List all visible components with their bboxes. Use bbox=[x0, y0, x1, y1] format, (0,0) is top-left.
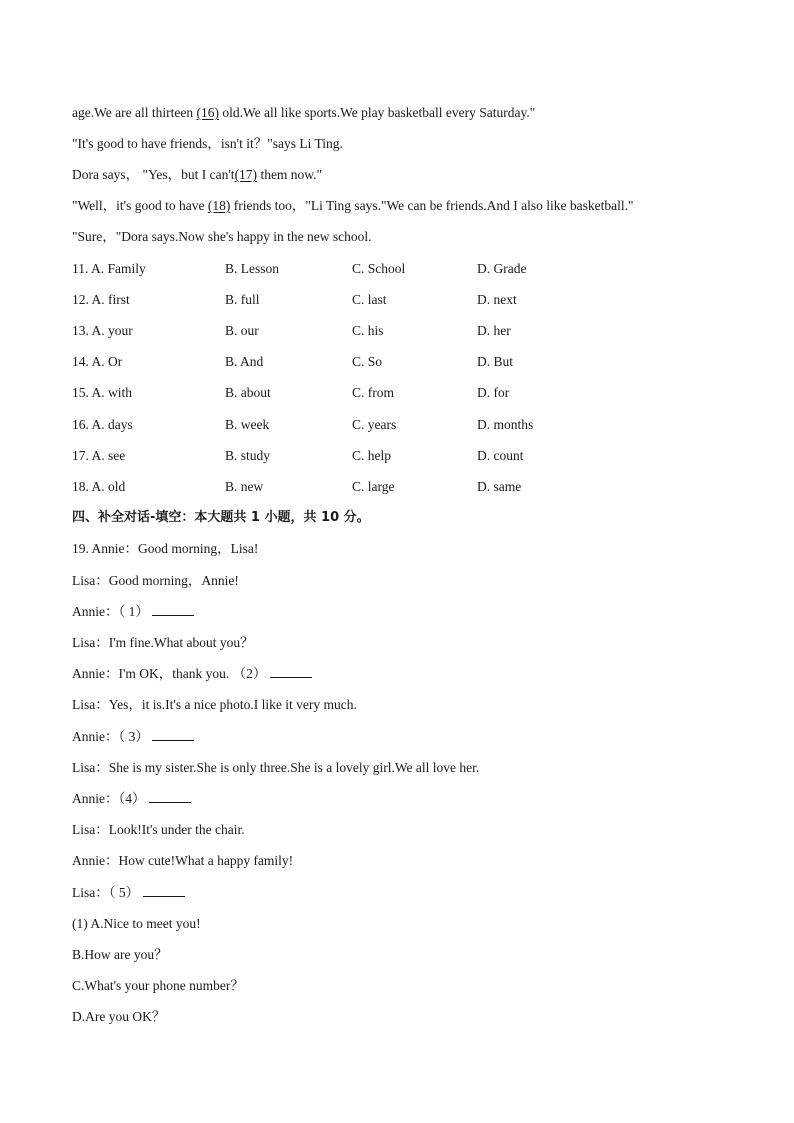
section-heading: 四、补全对话-填空：本大题共 1 小题，共 10 分。 bbox=[72, 510, 370, 525]
answer-blank bbox=[143, 884, 185, 897]
option-d: D. months bbox=[477, 417, 534, 432]
choice-line: B.How are you？ bbox=[72, 947, 168, 962]
option-a: 14. A. Or bbox=[72, 354, 123, 369]
option-d: D. next bbox=[477, 292, 517, 307]
option-a: 13. A. your bbox=[72, 323, 133, 338]
option-d: D. same bbox=[477, 479, 522, 494]
option-a: 12. A. first bbox=[72, 292, 130, 307]
answer-blank bbox=[149, 790, 191, 803]
option-b: B. week bbox=[225, 417, 270, 432]
passage-text: friends too，"Li Ting says."We can be friends.And I also like basketball." bbox=[230, 198, 634, 213]
question-row bbox=[72, 447, 732, 465]
question-row bbox=[72, 384, 732, 402]
dialogue-line: Lisa：Good morning，Annie! bbox=[72, 573, 239, 588]
passage-line-4 bbox=[72, 197, 633, 215]
dialogue-line: 19. Annie：Good morning，Lisa! bbox=[72, 541, 259, 556]
question-row bbox=[72, 478, 732, 496]
question-row bbox=[72, 353, 732, 371]
passage-line-3 bbox=[72, 166, 322, 184]
option-a: 18. A. old bbox=[72, 479, 126, 494]
dialogue-line: Lisa：She is my sister.She is only three.She is a lovely girl.We all love her. bbox=[72, 760, 480, 775]
dialogue-line bbox=[72, 790, 191, 808]
dialogue-line bbox=[72, 728, 194, 746]
choice-line: C.What's your phone number？ bbox=[72, 978, 244, 993]
option-d: D. Grade bbox=[477, 261, 527, 276]
question-row bbox=[72, 291, 732, 309]
option-c: C. help bbox=[352, 448, 391, 463]
option-c: C. his bbox=[352, 323, 384, 338]
option-c: C. last bbox=[352, 292, 387, 307]
dialogue-text: Annie：（ 3） bbox=[72, 729, 149, 744]
dialogue-line bbox=[72, 665, 312, 683]
dialogue-text: Lisa：（ 5） bbox=[72, 885, 140, 900]
option-d: D. count bbox=[477, 448, 524, 463]
dialogue-text: Annie：（4） bbox=[72, 791, 146, 806]
question-row bbox=[72, 416, 732, 434]
dialogue-line: Lisa：Yes，it is.It's a nice photo.I like it very much. bbox=[72, 697, 357, 712]
option-b: B. about bbox=[225, 385, 271, 400]
answer-blank bbox=[270, 665, 312, 678]
dialogue-line: Lisa：I'm fine.What about you？ bbox=[72, 635, 254, 650]
dialogue-line bbox=[72, 603, 194, 621]
passage-line-2: "It's good to have friends，isn't it？"says Li Ting. bbox=[72, 136, 343, 151]
option-d: D. for bbox=[477, 385, 510, 400]
passage-text: Dora says， "Yes，but I can't bbox=[72, 167, 235, 182]
dialogue-line: Lisa：Look!It's under the chair. bbox=[72, 822, 245, 837]
option-b: B. Lesson bbox=[225, 261, 279, 276]
choice-line: (1) A.Nice to meet you! bbox=[72, 916, 201, 931]
passage-line-5: "Sure，"Dora says.Now she's happy in the new school. bbox=[72, 229, 372, 244]
blank-17: (17) bbox=[234, 167, 258, 182]
question-row bbox=[72, 322, 732, 340]
option-b: B. new bbox=[225, 479, 264, 494]
option-c: C. large bbox=[352, 479, 395, 494]
passage-text: old.We all like sports.We play basketball every Saturday." bbox=[218, 105, 536, 120]
passage-line-1 bbox=[72, 104, 535, 122]
option-a: 17. A. see bbox=[72, 448, 126, 463]
option-b: B. study bbox=[225, 448, 271, 463]
option-d: D. her bbox=[477, 323, 511, 338]
option-b: B. full bbox=[225, 292, 260, 307]
blank-18: (18) bbox=[207, 198, 231, 213]
option-a: 11. A. Family bbox=[72, 261, 146, 276]
choice-line: D.Are you OK？ bbox=[72, 1009, 166, 1024]
dialogue-text: Annie：I'm OK，thank you. （2） bbox=[72, 666, 267, 681]
option-b: B. our bbox=[225, 323, 259, 338]
option-a: 15. A. with bbox=[72, 385, 133, 400]
dialogue-text: Annie：（ 1） bbox=[72, 604, 149, 619]
option-a: 16. A. days bbox=[72, 417, 133, 432]
dialogue-line: Annie：How cute!What a happy family! bbox=[72, 853, 294, 868]
option-d: D. But bbox=[477, 354, 514, 369]
blank-16: (16) bbox=[196, 105, 219, 120]
option-c: C. So bbox=[352, 354, 383, 369]
passage-text: "Well，it's good to have bbox=[72, 198, 208, 213]
passage-text: age.We are all thirteen bbox=[72, 105, 197, 120]
passage-text: them now." bbox=[257, 167, 323, 182]
answer-blank bbox=[152, 728, 194, 741]
option-b: B. And bbox=[225, 354, 264, 369]
dialogue-line bbox=[72, 884, 185, 902]
question-row bbox=[72, 260, 732, 278]
option-c: C. School bbox=[352, 261, 406, 276]
option-c: C. from bbox=[352, 385, 394, 400]
option-c: C. years bbox=[352, 417, 397, 432]
answer-blank bbox=[152, 603, 194, 616]
